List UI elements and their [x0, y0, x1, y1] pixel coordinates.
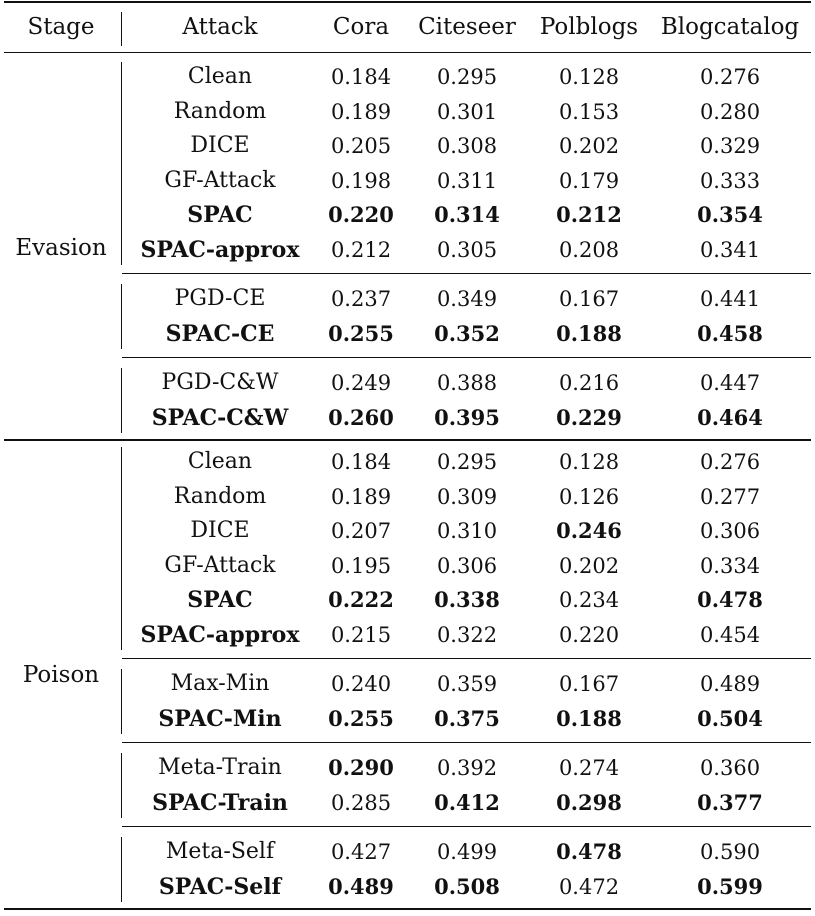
value-cell-citeseer: 0.309 [436, 484, 498, 509]
value-cell-cora: 0.240 [330, 672, 392, 696]
value-cell-polblogs: 0.298 [556, 789, 622, 815]
value-cell-polblogs: 0.153 [558, 99, 620, 124]
group-rule [122, 658, 811, 659]
value-cell-polblogs: 0.234 [558, 588, 620, 612]
value-cell-cora: 0.249 [330, 371, 392, 395]
value-cell-citeseer: 0.322 [436, 622, 498, 647]
attack-name: Meta-Train [158, 755, 282, 780]
value-cell-polblogs: 0.478 [556, 839, 622, 864]
value-cell-cora: 0.222 [328, 587, 394, 612]
value-cell-citeseer: 0.314 [434, 202, 500, 227]
value-cell-blogcatalog: 0.458 [697, 320, 763, 346]
header-rule [4, 52, 811, 53]
value-cell-blogcatalog: 0.276 [699, 65, 761, 89]
value-cell-blogcatalog: 0.599 [697, 873, 763, 899]
attack-name: PGD-C&W [161, 370, 279, 395]
group-rule [122, 273, 811, 274]
value-cell-cora: 0.260 [328, 404, 394, 430]
top-rule [4, 1, 811, 3]
attack-name: SPAC-C&W [151, 404, 289, 431]
value-cell-blogcatalog: 0.464 [697, 404, 763, 430]
value-cell-cora: 0.212 [330, 237, 392, 262]
value-cell-cora: 0.220 [328, 202, 394, 227]
value-cell-cora: 0.290 [328, 755, 394, 780]
attack-name: SPAC [187, 202, 253, 228]
value-cell-blogcatalog: 0.489 [699, 672, 761, 696]
value-cell-cora: 0.427 [330, 840, 392, 864]
value-cell-blogcatalog: 0.277 [699, 484, 761, 509]
stage-label-evasion: Evasion [15, 234, 107, 261]
attack-name: SPAC-Min [158, 705, 282, 732]
group-divider [121, 447, 122, 650]
value-cell-polblogs: 0.188 [556, 320, 622, 346]
attack-name: GF-Attack [164, 552, 276, 578]
group-divider [121, 368, 122, 433]
value-cell-cora: 0.215 [330, 622, 392, 647]
value-cell-cora: 0.255 [328, 320, 394, 346]
value-cell-citeseer: 0.412 [434, 789, 500, 815]
group-rule [122, 826, 811, 827]
header-divider [121, 12, 122, 46]
value-cell-blogcatalog: 0.341 [699, 237, 761, 262]
attack-name: Random [173, 483, 267, 509]
attack-name: Random [173, 98, 267, 124]
value-cell-polblogs: 0.167 [558, 287, 620, 311]
group-rule [122, 742, 811, 743]
value-cell-citeseer: 0.359 [436, 672, 498, 696]
attack-name: SPAC-approx [140, 236, 300, 263]
value-cell-blogcatalog: 0.333 [699, 168, 761, 193]
value-cell-blogcatalog: 0.504 [697, 705, 763, 731]
value-cell-polblogs: 0.208 [558, 237, 620, 262]
value-cell-citeseer: 0.392 [436, 756, 498, 780]
attack-name: Meta-Self [165, 839, 275, 864]
value-cell-cora: 0.184 [330, 65, 392, 89]
group-rule [122, 357, 811, 358]
value-cell-blogcatalog: 0.334 [699, 553, 761, 578]
attack-name: SPAC-approx [140, 621, 300, 648]
value-cell-polblogs: 0.167 [558, 672, 620, 696]
attack-name: DICE [190, 518, 250, 543]
attack-name: SPAC-Train [152, 789, 288, 816]
value-cell-polblogs: 0.128 [558, 65, 620, 89]
header-cora: Cora [332, 14, 390, 40]
group-divider [121, 284, 122, 349]
value-cell-cora: 0.489 [328, 873, 394, 899]
attack-name: SPAC-Self [158, 873, 282, 900]
attack-name: PGD-CE [174, 286, 266, 311]
value-cell-polblogs: 0.202 [558, 553, 620, 578]
value-cell-citeseer: 0.310 [436, 519, 498, 543]
value-cell-cora: 0.189 [330, 99, 392, 124]
value-cell-cora: 0.198 [330, 168, 392, 193]
value-cell-blogcatalog: 0.377 [697, 789, 763, 815]
value-cell-polblogs: 0.246 [556, 518, 622, 543]
value-cell-cora: 0.207 [330, 519, 392, 543]
attack-name: DICE [190, 133, 250, 158]
value-cell-citeseer: 0.295 [436, 450, 498, 474]
group-divider [121, 837, 122, 902]
value-cell-blogcatalog: 0.478 [697, 587, 763, 612]
value-cell-citeseer: 0.305 [436, 237, 498, 262]
bottom-rule [4, 908, 811, 910]
value-cell-citeseer: 0.395 [434, 404, 500, 430]
value-cell-citeseer: 0.352 [434, 320, 500, 346]
value-cell-polblogs: 0.472 [558, 874, 620, 899]
header-citeseer: Citeseer [418, 14, 516, 40]
attack-name: Clean [187, 64, 253, 89]
value-cell-citeseer: 0.338 [434, 587, 500, 612]
value-cell-citeseer: 0.295 [436, 65, 498, 89]
header-polblogs: Polblogs [539, 14, 639, 40]
value-cell-blogcatalog: 0.329 [699, 134, 761, 158]
value-cell-polblogs: 0.202 [558, 134, 620, 158]
value-cell-blogcatalog: 0.360 [699, 756, 761, 780]
value-cell-blogcatalog: 0.306 [699, 519, 761, 543]
value-cell-citeseer: 0.349 [436, 287, 498, 311]
value-cell-citeseer: 0.375 [434, 705, 500, 731]
value-cell-citeseer: 0.308 [436, 134, 498, 158]
value-cell-cora: 0.184 [330, 450, 392, 474]
value-cell-blogcatalog: 0.590 [699, 840, 761, 864]
value-cell-citeseer: 0.311 [436, 168, 498, 193]
value-cell-blogcatalog: 0.280 [699, 99, 761, 124]
value-cell-polblogs: 0.274 [558, 756, 620, 780]
value-cell-blogcatalog: 0.454 [699, 622, 761, 647]
value-cell-citeseer: 0.301 [436, 99, 498, 124]
value-cell-citeseer: 0.306 [436, 553, 498, 578]
attack-name: Clean [187, 449, 253, 474]
stage-label-poison: Poison [22, 661, 100, 688]
value-cell-citeseer: 0.508 [434, 873, 500, 899]
header-attack: Attack [182, 14, 258, 40]
attack-name: GF-Attack [164, 167, 276, 193]
value-cell-cora: 0.195 [330, 553, 392, 578]
value-cell-citeseer: 0.499 [436, 840, 498, 864]
value-cell-citeseer: 0.388 [436, 371, 498, 395]
value-cell-cora: 0.237 [330, 287, 392, 311]
value-cell-polblogs: 0.188 [556, 705, 622, 731]
header-stage: Stage [27, 14, 95, 40]
value-cell-polblogs: 0.229 [556, 404, 622, 430]
stage-rule [4, 439, 811, 441]
value-cell-polblogs: 0.126 [558, 484, 620, 509]
value-cell-blogcatalog: 0.447 [699, 371, 761, 395]
value-cell-polblogs: 0.128 [558, 450, 620, 474]
value-cell-polblogs: 0.216 [558, 371, 620, 395]
value-cell-blogcatalog: 0.276 [699, 450, 761, 474]
attack-name: Max-Min [170, 671, 270, 696]
value-cell-cora: 0.255 [328, 705, 394, 731]
value-cell-blogcatalog: 0.354 [697, 202, 763, 227]
group-divider [121, 753, 122, 818]
value-cell-cora: 0.205 [330, 134, 392, 158]
value-cell-polblogs: 0.212 [556, 202, 622, 227]
header-blogcatalog: Blogcatalog [660, 14, 800, 40]
attack-name: SPAC [187, 587, 253, 613]
value-cell-polblogs: 0.179 [558, 168, 620, 193]
attack-name: SPAC-CE [165, 320, 275, 347]
value-cell-blogcatalog: 0.441 [699, 287, 761, 311]
value-cell-polblogs: 0.220 [558, 622, 620, 647]
value-cell-cora: 0.189 [330, 484, 392, 509]
value-cell-cora: 0.285 [330, 790, 392, 815]
